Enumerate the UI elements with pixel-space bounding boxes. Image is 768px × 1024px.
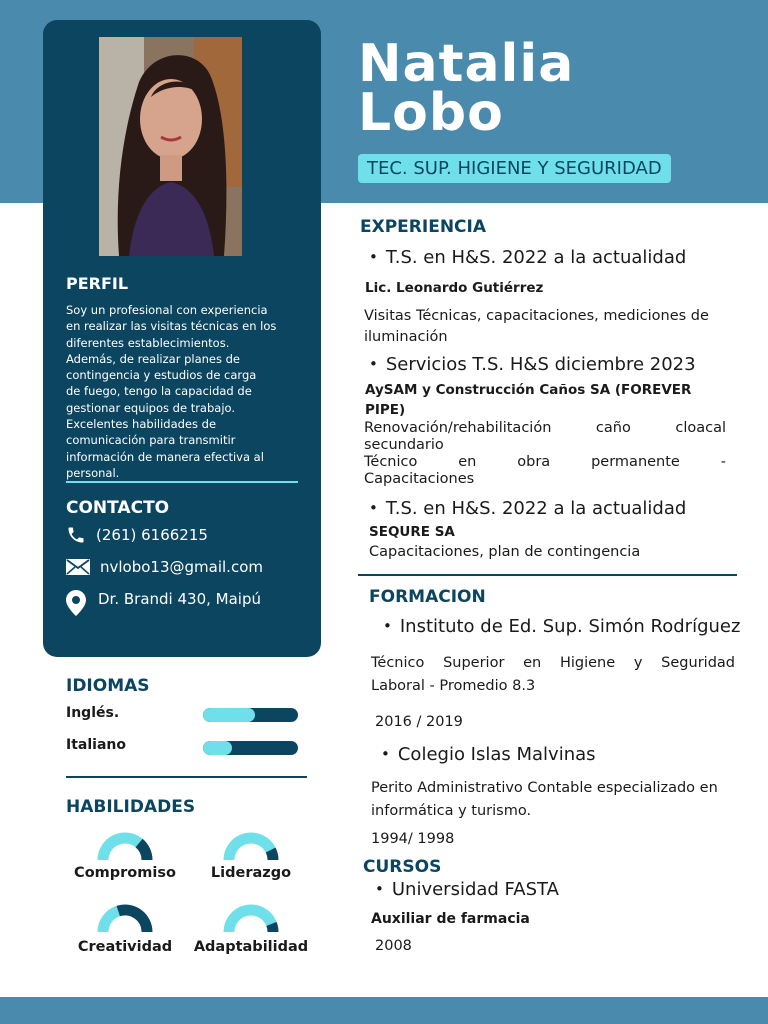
profile-photo [99, 37, 242, 256]
profile-heading: PERFIL [66, 274, 129, 293]
desc-line: informática y turismo. [371, 803, 532, 819]
experience-role: • Servicios T.S. H&S diciembre 2023 [369, 354, 696, 375]
language-level-fill [203, 741, 232, 755]
gauge-filled-arc [229, 838, 271, 860]
profile-line: en realizar las visitas técnicas en los [66, 319, 277, 334]
education-school: • Colegio Islas Malvinas [381, 744, 596, 765]
experience-org: AySAM y Construcción Caños SA (FOREVER PIPE) [365, 382, 692, 418]
gauge-filled-arc [103, 911, 118, 932]
skills-heading: HABILIDADES [66, 797, 196, 817]
job-title-badge: TEC. SUP. HIGIENE Y SEGURIDAD [358, 154, 671, 183]
desc-line: secundario [364, 437, 444, 453]
desc-line: Capacitaciones, plan de contingencia [369, 544, 641, 560]
desc-line: Renovación/rehabilitación caño cloacal [364, 420, 726, 436]
profile-line: información de manera efectiva al [66, 449, 264, 464]
skill-gauge [96, 831, 154, 861]
desc-line: Capacitaciones [364, 471, 475, 487]
education-years: 1994/ 1998 [371, 831, 455, 847]
phone-icon [66, 525, 86, 545]
languages-divider [66, 776, 307, 778]
skill-label: Liderazgo [210, 865, 292, 881]
experience-divider [358, 574, 737, 576]
education-years: 2016 / 2019 [375, 714, 463, 730]
skill-gauge [222, 831, 280, 861]
desc-line: Perito Administrativo Contable especializado en [371, 780, 718, 796]
experience-role: • T.S. en H&S. 2022 a la actualidad [369, 247, 686, 268]
first-name: Natalia [358, 34, 575, 94]
footer-band [0, 997, 768, 1024]
last-name: Lobo [358, 83, 504, 143]
envelope-icon [66, 558, 90, 576]
profile-line: diferentes establecimientos. [66, 335, 230, 350]
experience-role: • T.S. en H&S. 2022 a la actualidad [369, 498, 686, 519]
profile-line: contingencia y estudios de carga [66, 368, 257, 383]
language-name: Italiano [66, 737, 126, 753]
experience-desc [364, 306, 726, 348]
course-name: Auxiliar de farmacia [371, 911, 530, 927]
course-school: • Universidad FASTA [375, 879, 559, 900]
contact-email[interactable] [66, 558, 263, 576]
profile-divider [66, 481, 298, 483]
contact-phone[interactable] [66, 525, 208, 545]
experience-org: SEQURE SA [369, 524, 455, 540]
gauge-remaining-arc [118, 910, 147, 932]
gauge-filled-arc [229, 910, 271, 932]
contact-heading: CONTACTO [66, 498, 170, 518]
profile-line: personal. [66, 465, 120, 480]
language-level-bar [203, 708, 298, 722]
full-name [358, 34, 575, 143]
profile-line: Excelentes habilidades de [66, 417, 217, 432]
profile-line: Además, de realizar planes de [66, 351, 241, 366]
experience-desc [369, 542, 640, 563]
location-pin-icon [66, 590, 86, 616]
language-name: Inglés. [66, 705, 120, 721]
desc-line: Laboral - Promedio 8.3 [371, 678, 536, 694]
skill-label: Creatividad [77, 939, 173, 955]
profile-line: gestionar equipos de trabajo. [66, 400, 236, 415]
education-desc [371, 777, 718, 823]
courses-heading: CURSOS [363, 857, 442, 877]
language-level-fill [203, 708, 255, 722]
skill-label: Compromiso [74, 865, 176, 881]
skill-label: Adaptabilidad [193, 939, 309, 955]
desc-line: Técnico Superior en Higiene y Seguridad [371, 655, 735, 671]
education-heading: FORMACION [369, 587, 486, 607]
education-school: • Instituto de Ed. Sup. Simón Rodríguez [383, 616, 740, 637]
gauge-remaining-arc [271, 850, 273, 860]
skill-gauge [222, 903, 280, 933]
experience-desc [364, 420, 726, 488]
email-address: nvlobo13@gmail.com [100, 558, 263, 576]
gauge-remaining-arc [271, 924, 273, 932]
phone-number: (261) 6166215 [96, 526, 208, 544]
address-text: Dr. Brandi 430, Maipú [98, 590, 261, 608]
profile-line: Soy un profesional con experiencia [66, 303, 268, 317]
contact-address [66, 590, 261, 616]
desc-line: Técnico en obra permanente - [364, 454, 726, 470]
education-desc [371, 652, 735, 698]
desc-line: Visitas Técnicas, capacitaciones, mediciones de [364, 308, 709, 324]
languages-heading: IDIOMAS [66, 676, 150, 696]
experience-org: Lic. Leonardo Gutiérrez [365, 280, 544, 296]
profile-text [66, 302, 298, 481]
profile-line: comunicación para transmitir [66, 433, 236, 448]
desc-line: iluminación [364, 329, 448, 345]
gauge-remaining-arc [139, 843, 147, 860]
experience-heading: EXPERIENCIA [360, 217, 487, 237]
language-level-bar [203, 741, 298, 755]
gauge-filled-arc [103, 838, 139, 860]
profile-line: de fuego, tengo la capacidad de [66, 384, 252, 399]
skill-gauge [96, 903, 154, 933]
course-year: 2008 [375, 938, 412, 954]
